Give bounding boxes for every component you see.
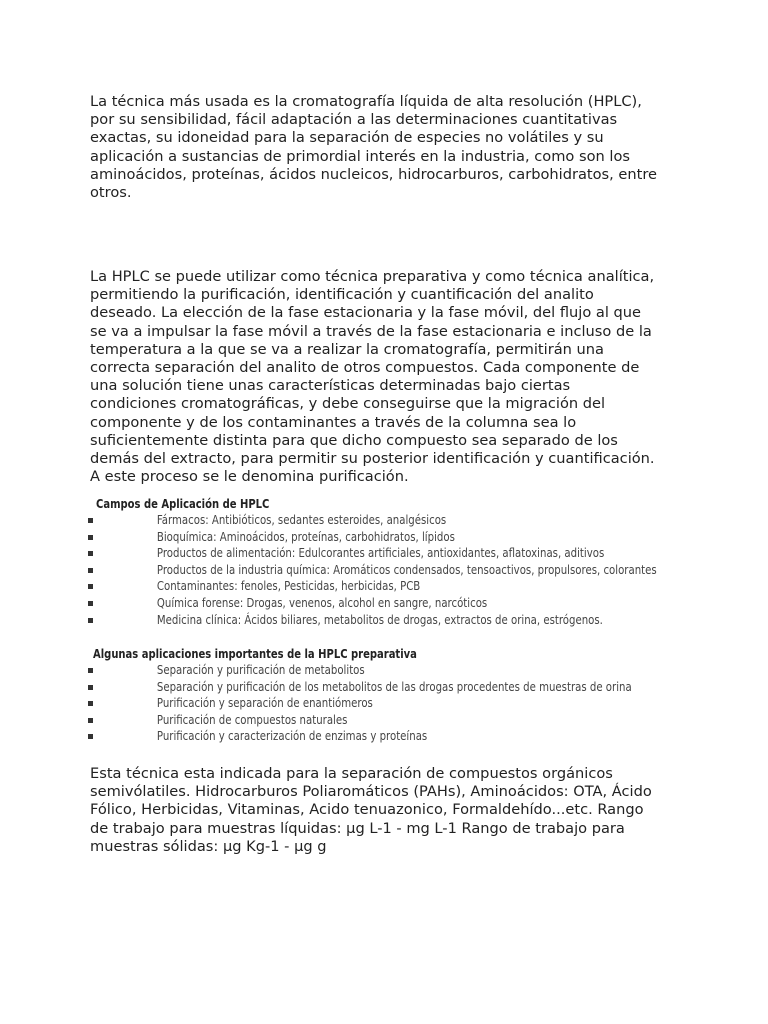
hplc-uses-paragraph: La HPLC se puede utilizar como técnica preparativa y como técnica analítica, permitiendo la purificación, identificación y cuantificación del analito deseado. La elección de la fase estacionaria y la fase móvil, del flujo al que se va a impulsar la fase móvil a través de la fase estacionaria e incluso de la temperatura a la que se va a realizar la cromatografía, permitirán una correcta separación del analito de otros compuestos. Cada componente de una solución tiene unas características determinadas bajo ciertas condiciones cromatográficas, y debe conseguirse que la migración del componente y de los contaminantes a través de la columna sea lo suficientemente distinta para que dicho compuesto sea separado de los demás del extracto, para permitir su posterior identificación y cuantificación. A este proceso se le denomina purificación. — [90, 268, 655, 486]
list-item: Purificación y separación de enantiómeros — [88, 695, 678, 712]
list-item: Purificación de compuestos naturales — [88, 712, 678, 729]
list-item: Productos de alimentación: Edulcorantes artificiales, antioxidantes, aflatoxinas, aditivos — [88, 545, 678, 562]
list-item: Bioquímica: Aminoácidos, proteínas, carbohidratos, lípidos — [88, 529, 678, 546]
list-item: Química forense: Drogas, venenos, alcohol en sangre, narcóticos — [88, 595, 678, 612]
list-item: Contaminantes: fenoles, Pesticidas, herbicidas, PCB — [88, 578, 678, 595]
list-item: Separación y purificación de metabolitos — [88, 662, 678, 679]
algunas-section-title: Algunas aplicaciones importantes de la HPLC preparativa — [93, 647, 417, 661]
campos-section-title: Campos de Aplicación de HPLC — [96, 497, 270, 511]
intro-paragraph: La técnica más usada es la cromatografía líquida de alta resolución (HPLC), por su sensibilidad, fácil adaptación a las determinaciones cuantitativas exactas, su idoneidad para la separación de especies no volátiles y su aplicación a sustancias de primordial interés en la industria, como son los aminoácidos, proteínas, ácidos nucleicos, hidrocarburos, carbohidratos, entre otros. — [90, 93, 658, 202]
campos-list — [88, 512, 678, 628]
algunas-list — [88, 662, 678, 745]
list-item: Medicina clínica: Ácidos biliares, metabolitos de drogas, extractos de orina, estrógenos. — [88, 612, 678, 629]
list-item: Separación y purificación de los metabolitos de las drogas procedentes de muestras de orina — [88, 679, 678, 696]
list-item: Purificación y caracterización de enzimas y proteínas — [88, 728, 678, 745]
list-item: Productos de la industria química: Aromáticos condensados, tensoactivos, propulsores, colorantes — [88, 562, 678, 579]
list-item: Fármacos: Antibióticos, sedantes esteroides, analgésicos — [88, 512, 678, 529]
closing-paragraph: Esta técnica esta indicada para la separación de compuestos orgánicos semivólatiles. Hidrocarburos Poliaromáticos (PAHs), Aminoácidos: OTA, Ácido Fólico, Herbicidas, Vitaminas, Acido tenuazonico, Formaldehído...etc. Rango de trabajo para muestras líquidas: µg L-1 - mg L-1 Rango de trabajo para muestras sólidas: µg Kg-1 - µg g — [90, 765, 652, 855]
